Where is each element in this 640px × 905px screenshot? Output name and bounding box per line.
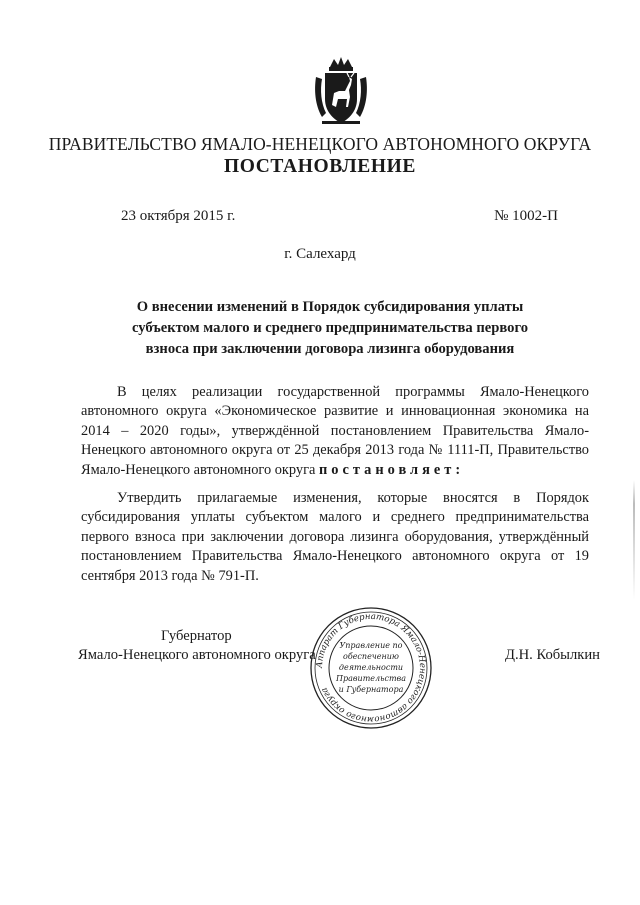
- subject-line: О внесении изменений в Порядок субсидирования уплаты: [136, 299, 524, 315]
- document-number: № 1002-П: [494, 208, 558, 224]
- coat-of-arms-emblem: [312, 55, 370, 127]
- scan-edge-mark: [633, 480, 635, 600]
- subject-line: взноса при заключении договора лизинга оборудования: [145, 341, 515, 357]
- preamble-text: В целях реализации государственной программы Ямало-Ненецкого автономного округа «Экономическое развитие и инновационная экономика на 2014 – 2020 годы», утверждённой постановлением Правительства Ямало-Ненецкого автономного округа от 25 декабря 2013 года № 1111-П, Правительство Ямало-Ненецкого автономного округа: [81, 384, 589, 478]
- government-title: ПРАВИТЕЛЬСТВО ЯМАЛО-НЕНЕЦКОГО АВТОНОМНОГО ОКРУГА: [48, 134, 592, 154]
- stamp-line: деятельности: [338, 663, 404, 672]
- signatory-title: Губернатор: [161, 628, 232, 644]
- stamp-line: Правительства: [336, 674, 406, 683]
- signatory-name: Д.Н. Кобылкин: [505, 647, 600, 663]
- stamp-line: и Губернатора: [338, 685, 404, 694]
- subject-line: субъектом малого и среднего предпринимательства первого: [131, 320, 529, 336]
- stamp-line: Управление по: [339, 641, 403, 650]
- stamp-line: обеспечению: [343, 652, 399, 661]
- official-stamp: [307, 604, 435, 732]
- document-date: 23 октября 2015 г.: [121, 208, 236, 224]
- document-city: г. Салехард: [284, 246, 356, 262]
- resolution-paragraph: Утвердить прилагаемые изменения, которые вносятся в Порядок субсидирования уплаты субъектом малого и среднего предпринимательства первого взноса при заключении договора лизинга оборудования, утверждённый постановлением Правительства Ямало-Ненецкого автономного округа от 19 сентября 2013 года № 791-П.: [81, 490, 589, 584]
- stamp-ring-text: Аппарат Губернатора Ямало-Ненецкого автономного округа: [314, 611, 428, 725]
- resolution-verb: постановляет:: [319, 461, 465, 478]
- document-type: ПОСТАНОВЛЕНИЕ: [223, 156, 417, 177]
- signatory-region: Ямало-Ненецкого автономного округа: [78, 647, 316, 663]
- document-subject: [100, 297, 560, 360]
- preamble-paragraph: [81, 383, 589, 480]
